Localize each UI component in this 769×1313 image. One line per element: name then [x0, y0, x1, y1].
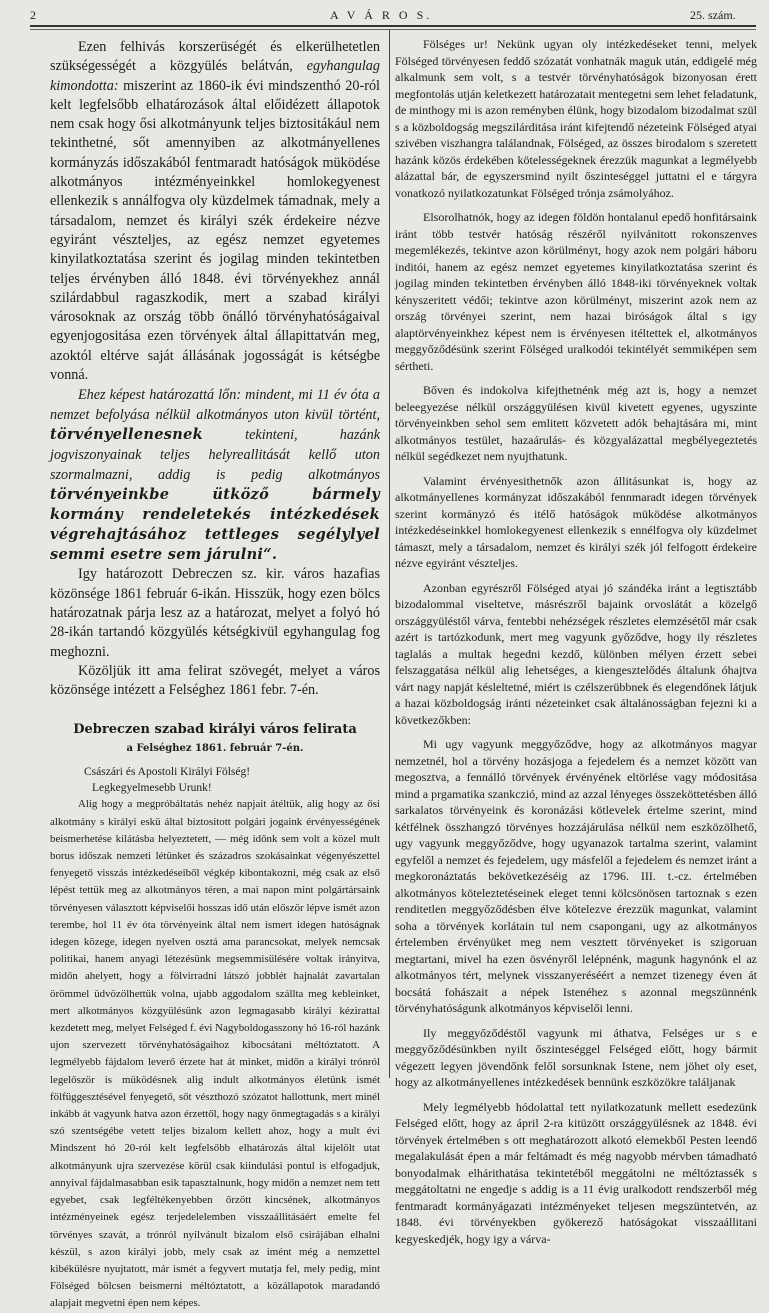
column-divider — [389, 30, 390, 1078]
text-run-italic: egyhangulag kimondotta: — [50, 58, 380, 94]
text-run: miszerint az 1860-ik évi mindszenthó 20-ról kelt legfelsőbb elhatározások által előidézett állapotok nem csak hogy ősi alkotmányunk teljes biztositákául nem tekinthetné, sőt amennyiben az alkotmányellenes kormányzás időszakából fentmaradt hatóságok müködése alkotmányos intézményeinkkel homlokegyenest ellenkezik s annálfogva oly küzdelmek támadnak, mely a társadalom, nemzet és királyi szék érdekeire nézve egyiránt vészteljes, az egész nemzet egyetemes kinyilatkoztatása szerint és jogilag minden tekintetben teljes érvényben álló 1848. évi törvényekhez annál szilárdabbul ragaszkodik, mert a szabad királyi városoknak az ország több önálló törvényhatóságaival egyenjogositása ezen törvények által állapittatván meg, azoktól eltérve saját állásának jogosságát is kétségbe vonná. — [50, 77, 380, 384]
resolution-paragraph — [50, 385, 380, 565]
left-column — [50, 38, 380, 1313]
letter-paragraph: Valamint érvényesithetnők azon állitásunkat is, hogy az alkotmányellenes kormányzat időszakából fennmaradt idegen törvények szerint kormányzó és itélő hatóságok müködése alkotmányos intézkedéseinkkel homlokegyenest ellenkezik s ennélfogva oly küzdelmet támaszt, mely a társadalom, nemzet és királyi szék jól felfogott érdekeire nézve egyiránt vészteljes. — [395, 473, 757, 570]
section-heading: Debreczen szabad királyi város felirata — [73, 722, 357, 738]
salutation-line-2: Legkegyelmesebb Urunk! — [92, 782, 212, 795]
intro-paragraph-3: Igy határozott Debreczen sz. kir. város hazafias közönsége 1861 február 6-ikán. Hisszük, hogy ezen bölcs határozatnak párja lesz az a határozat, melyet a folyó hó 28-ikán tartandó közgyülés kétségkivül egyhangulag fog meghozni. — [50, 566, 380, 660]
intro-paragraph-4: Közöljük itt ama felirat szövegét, melyet a város közönsége intézett a Felséghez 1861 febr. 7-én. — [50, 662, 380, 699]
text-run-heavy: törvényeinkbe ütköző bármely kormány rendeletekés intézkedések végrehajtásához tettleges segélylyel semmi esetre sem járulni“. — [50, 486, 380, 564]
right-column — [395, 36, 757, 1255]
letter-paragraph: Mely legmélyebb hódolattal tett nyilatkozatunk mellett esedezünk Felséged előtt, hogy az ápril 2-ra kitüzött országgyülésnek az 1848. évi törvények értelmében s ott meghatározott alkotó elemekből Pesten leendő megalakulását épen a már feltámadt és még nagyobb mérvben támadható bonyodalmak elhárithatása tekintetéből meggátolni ne méltóztassék s meggátoltatni ne engedje s addig is a 11 évig uralkodott rendszerből még fentmaradt kormányágazati intézményeket teljesen megszüntetvén, az 1848. évi törvényekben gyökerező hatóságokat visszaállitani kegyeskedjék, hogy igy a várva- — [395, 1099, 757, 1246]
header-rule — [30, 25, 756, 27]
intro-paragraph-1 — [50, 38, 380, 385]
letter-paragraph: Ily meggyőződéstől vagyunk mi áthatva, Felséges ur s e meggyőződésünkben nyilt őszinteséggel Felséged előtt, hogy bármit végezett legyen jövendőnk felől sorsunknak Istene, nem jöhet oly eset, hogy az alkotmányellenes intézkedések bennünk eszközökre találjanak — [395, 1025, 757, 1089]
newspaper-title: A V Á R O S. — [330, 8, 433, 22]
salutation-line-1: Császári és Apostoli Királyi Fölség! — [84, 766, 251, 779]
section-subheading: a Felséghez 1861. február 7-én. — [126, 743, 304, 755]
issue-number: 25. szám. — [690, 8, 736, 22]
letter-paragraph: Fölséges ur! Nekünk ugyan oly intézkedéseket tenni, melyek Fölséged törvényesen feddő szózatát vonhatnák maguk után, eddigelé még alkalmunk sem volt, s a testvér törvényhatóságok bizonyosan érett megfontolás utján keletkezett határozatait mentegetni sem lehet feladatunk, de minthogy mi is azon reményben élünk, hogy bizodalom bizodalmat szül s a közboldogság megszilárditása iránt kifejtendő nézeteink Fölséged atyai szivében viszhangra találandnak, Fölséged, az összes birodalom s szeretett hazánk közös érdekében kötelességeknek érezzük magunkat a legmélyebb alázattal bár, de egyszersmind nyilt őszinteséggel juttatni el e tárgyra vonatkozó nyilatkozatunkat Fölséged trónja zsámolyához. — [395, 37, 757, 200]
letter-paragraph: Azonban egyrészről Fölséged atyai jó szándéka iránt a legtisztább bizodalommal viseltetve, másrészről bajaink orvoslátát a közelgő országgyüléstől várva, fentebbi nehézségek részletes elemzésétől már csak azért is tartózkodunk, mert meg vagyunk győződve, hogy ily részletes taglalás a multak hegedni kezdő, különben mélyen érzett sebei felszaggatása nélkül alig lehetséges, a kiengesztelődés általunk óhajtva várt nagy napját késleltetné, miért is czélszerübbnek és elegendőnek látjuk a hazai közboldogság iránti nézeteinket csak általánosságban fejezni ki a következőkben: — [395, 580, 757, 727]
page-number: 2 — [30, 8, 36, 22]
header-rule-thin — [30, 29, 756, 30]
letter-paragraph: Alig hogy a megpróbáltatás nehéz napjait átéltük, alig hogy az ősi alkotmány s királyi eskü által biztositott polgári jogaink érvényességének beismerhetése kilátásba helyeztetett, — még időnk sem volt a közel mult borus időszak nemzeti létünket és századros szokásainkat végenyészettel fenyegető visszás intézkedéseiből végkép kibontakozni, még csak az első lépést tettük meg az alkotmányos téren, a mai napon mint polgártársaink törvényesen választott képviselői hosszas idő után először lépve ismét azon terembe, hol 11 év óta törvényeink által nem ismert idegen hatóságnak idegen közege, idegen nyelven osztá ama parancsokat, melyek nemcsak politikai, hanem anyagi létezésünk megsemmisülésére voltak irányitva, midőn ahelyett, hogy a fölvirradni látszó jobblét hajnalát zavartalan örömmel üdvözölhettük volna, ujabb aggodalom szállta meg kebleinket, mert alkotmányos közgyülésünk azon legmagasabb királyi kézirattal kezdetett meg, melyet Felséged f. évi Nagyboldogasszony hó 16-ról hazánk ujon szervezett törvényhatóságaihoz kibocsátani méltóztatott. A legmélyebb fájdalom leverő érzete hat át minket, midőn a királyi trónról legelőször is müködésnek alig indult alkotmányos életünk ismét fölfüggesztésével fenyegető, sőt vészthozó szózatot hallottunk, mert minél inkább át vagyunk hatva azon érzettől, hogy nagy önmegtagadás s a királyi szó szentségébe vetett teljes bizalom kellett ahoz, hogy a mult évi Mindszent hó 20-ról kelt legfelsőbb elhatározás által kijelölt utat alkotmányunk ujra szervezése körül csak kiindulási pontul is elfogadjuk, annyival fájdalmasabban esik tapasztalnunk, hogy midőn a nemzet nem tett egyebet, csak legféltékenyebben őrzött kincsének, alkotmányos intézményeinek egész terjedelelemben visszaállitásáért emelte fel törvényes szavát, a trónról nyilvánult bizalom első csirájában elhalni készül, s azon királyi jobb, mely csak az imént még a nemzettel kibékülésre nyujtatott, már ismét a fegyvert mutatja fel, mely pedig, mint Fölséged bölcsen beismerni méltóztatott, a közállapotok maradandó alapjait megvetni épen nem képes. — [50, 798, 380, 1310]
letter-paragraph: Mi ugy vagyunk meggyőződve, hogy az alkotmányos magyar nemzetnél, hol a törvény hozásjoga a fejedelem és a nemzet között van megosztva, a fennálló törvények érvényének eltörlése vagy módositása mind a prgamatika szankczió, mind az azzal lényeges összeköttetésben álló sarkalatos törvényeink és koronázási kötlevelek értelme szerint, mind kétfélnek összhangzó törvényes hozzájárulása nélkül nem eszközölhető, ugy vagyunk meggyőződve, hogy ugyanazok tartalma szerint, valamint egyfelől a nemzet és fejedelem, ugy másfelől a fejedelem és nemzet iránt a megkoronáztatás bekövetkezéséig az 1796. III. t.-cz. értelmében alkotmányos köteleztetéseinek eleget tenni kölcsönösen tartoznak s ezen renditetlen meggyőződésben élve kötelezve érezzük magunkat, valamint soha a törvények korlátain tul nem csapongani, ugy az alkotmányos értelemben érvényüket meg nem vesztett törvényeket is szigoruan megtartani, mivel ha ezen ösvényről lelépnénk, magunk hagynónk el az alkotmányos tért, melynek visszanyeréséért a nemzet tizenegy éven át bocsátá fohászait a népek Istenéhez s azonnal megszünnénk törvényhatóságunk alkotmányos képviselői lenni. — [395, 737, 757, 1015]
letter-paragraph: Bőven és indokolva kifejthetnénk még azt is, hogy a nemzet beleegyezése nélkül országgyülésen kivül kivetett egyenes, ugyszinte törvényeinkben sehol sem emlitett közvetett adók behajtására mi, mint alkotmányos testület, hazaárulás- és közgyalázattal megbélyegeztetés nélkül segédkezet nem nyujthatunk. — [395, 383, 757, 463]
text-run-italic: Ehez képest határozattá lőn: mindent, mi 11 év óta a nemzet befolyása nélkül alkotmányos uton kivül történt, — [50, 387, 380, 424]
page-header — [30, 8, 740, 24]
letter-paragraph: Elsorolhatnók, hogy az idegen földön hontalanul epedő honfitársaink iránt több testvér hatóság részéről nyilvánitott rokonszenves megemlékezés, tekintve azon körülményt, hogy azok nem polgári háboru inditói, hanem az egész nemzet egyetemes kinyilatkoztatása szerint és jogilag minden tekintetben érvényben álló 1848-iki törvényeknek voltak kényszeritett védői; tekintve azon körülményt, miszerint azok nem az ország törvényei szerint, nem hazai biróságok által s igy alaptörvényeinkhez képest nem is érvényesen itéltettek el, alkotmányos meggyőződésünk szerint Fölséged uralkodói tekintélyét semmiképen sem sértheti. — [395, 210, 757, 373]
text-run-italic: tekinteni, hazánk jogviszonyainak teljes helyreallitását kellő uton szormalmazni, addig is pedig alkotmányos — [50, 427, 380, 484]
text-run: Ezen felhivás korszerüségét és elkerülhetetlen szükségességét a közgyülés belátván, — [50, 39, 380, 75]
text-run-heavy: törvényellenesnek — [50, 426, 203, 444]
